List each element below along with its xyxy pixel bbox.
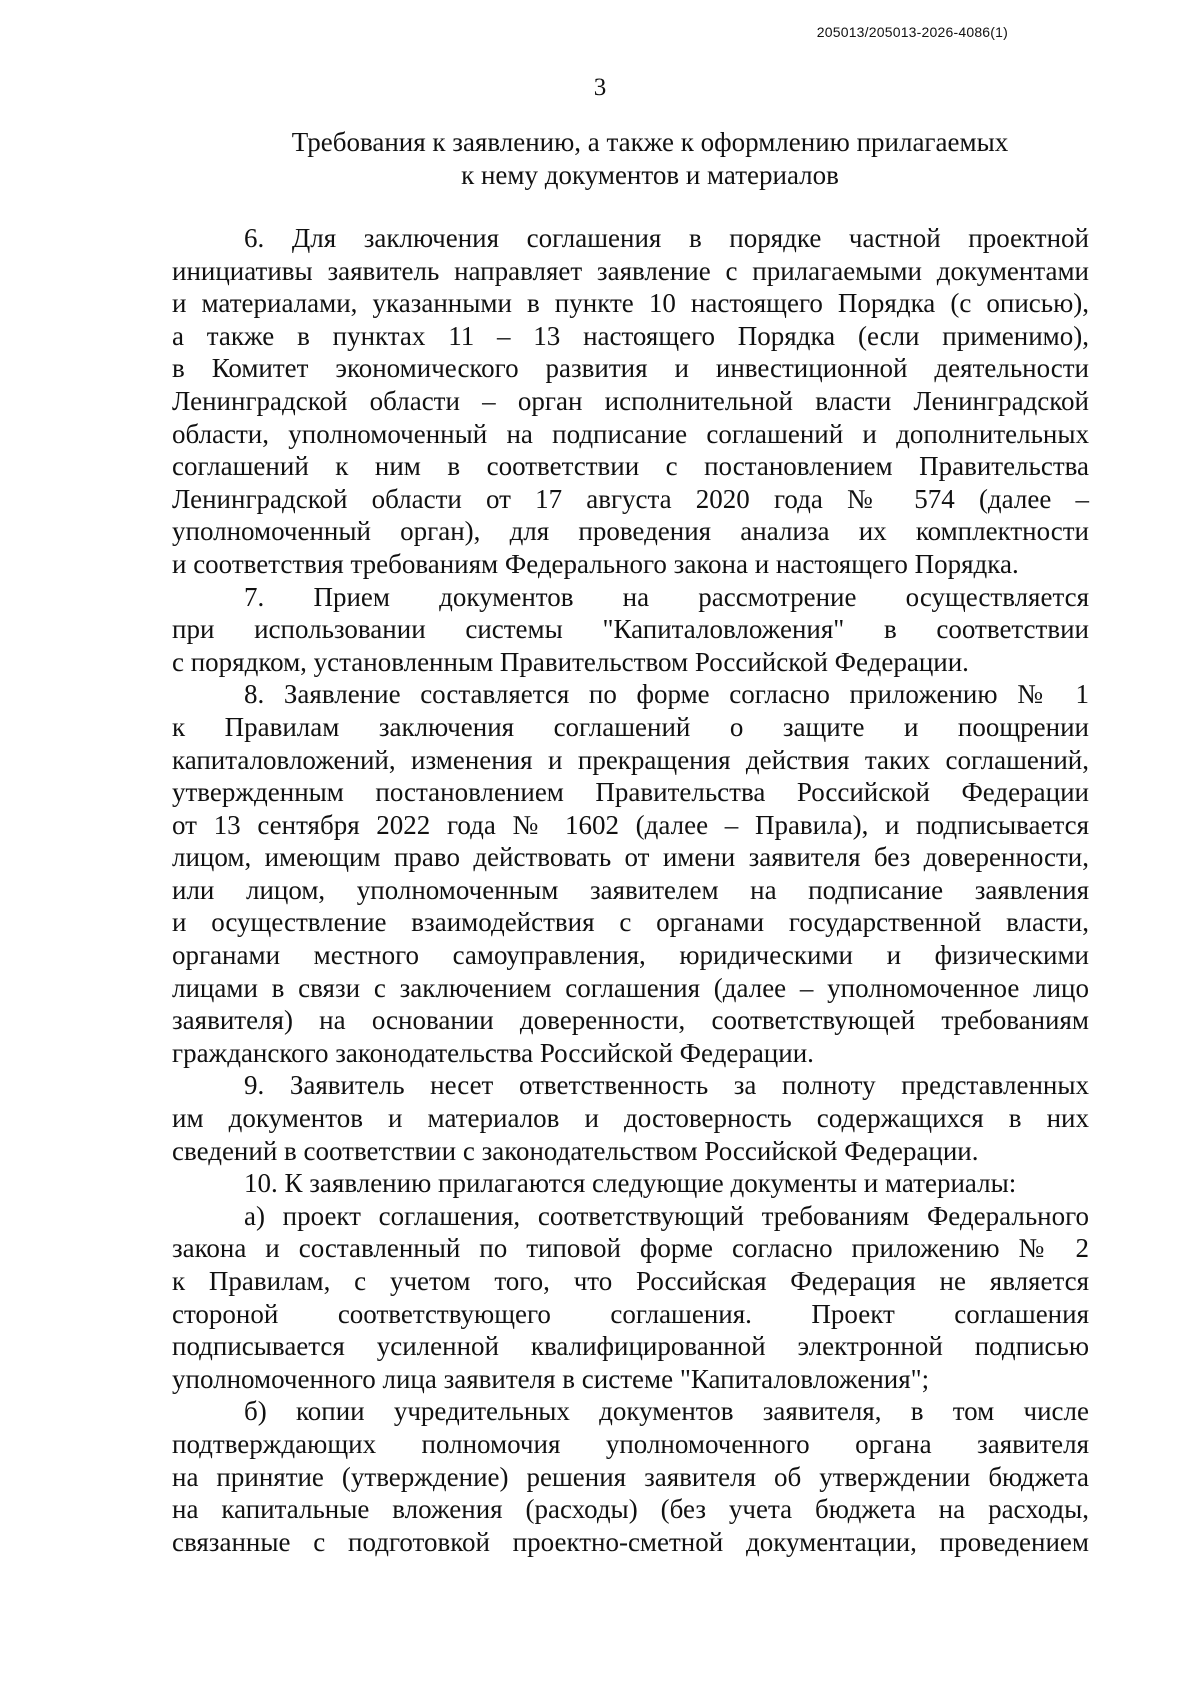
- paragraph-line: от 13 сентября 2022 года № 1602 (далее – Правила), и подписывается: [172, 809, 1089, 840]
- paragraph: [172, 1200, 1089, 1396]
- paragraph-line: сведений в соответствии с законодательством Российской Федерации.: [172, 1135, 979, 1166]
- section-heading-line: Требования к заявлению, а также к оформлению прилагаемых: [291, 127, 1009, 157]
- paragraph-line: гражданского законодательства Российской Федерации.: [172, 1037, 814, 1068]
- paragraph-line: 9. Заявитель несет ответственность за полноту представленных: [244, 1070, 1089, 1101]
- paragraph-line: а также в пунктах 11 – 13 настоящего Порядка (если применимо),: [172, 320, 1089, 351]
- section-heading-line: к нему документов и материалов: [461, 160, 839, 190]
- paragraph-line: в Комитет экономического развития и инвестиционной деятельности: [172, 353, 1089, 384]
- paragraph-line: соглашений к ним в соответствии с постановлением Правительства: [172, 451, 1089, 482]
- paragraph-line: подтверждающих полномочия уполномоченного органа заявителя: [172, 1428, 1089, 1459]
- paragraph-line: заявителя) на основании доверенности, соответствующей требованиям: [172, 1005, 1089, 1036]
- paragraph-line: подписывается усиленной квалифицированной электронной подписью: [172, 1331, 1089, 1362]
- paragraph-line: или лицом, уполномоченным заявителем на подписание заявления: [172, 874, 1089, 905]
- paragraph-line: области, уполномоченный на подписание соглашений и дополнительных: [172, 418, 1089, 449]
- paragraph-line: а) проект соглашения, соответствующий требованиям Федерального: [244, 1200, 1089, 1231]
- paragraph-line: 7. Прием документов на рассмотрение осуществляется: [244, 581, 1089, 612]
- paragraph: [172, 1167, 1089, 1200]
- document-id: 205013/205013-2026-4086(1): [816, 24, 1008, 40]
- paragraph: [172, 222, 1089, 581]
- paragraph-line: утвержденным постановлением Правительства Российской Федерации: [172, 777, 1089, 808]
- paragraph: [172, 1069, 1089, 1167]
- paragraph-line: 10. К заявлению прилагаются следующие документы и материалы:: [244, 1168, 1017, 1199]
- paragraph: [172, 1395, 1089, 1558]
- paragraph-line: уполномоченного лица заявителя в системе "Капиталовложения";: [172, 1363, 930, 1394]
- paragraph-line: и материалами, указанными в пункте 10 настоящего Порядка (с описью),: [172, 288, 1089, 319]
- paragraph-line: 8. Заявление составляется по форме согласно приложению № 1: [244, 679, 1089, 710]
- paragraph-line: лицом, имеющим право действовать от имени заявителя без доверенности,: [172, 842, 1089, 873]
- paragraph-line: на капитальные вложения (расходы) (без учета бюджета на расходы,: [172, 1494, 1089, 1525]
- paragraph: [172, 678, 1089, 1069]
- paragraph-line: б) копии учредительных документов заявителя, в том числе: [244, 1396, 1089, 1427]
- paragraph-line: на принятие (утверждение) решения заявителя об утверждении бюджета: [172, 1461, 1089, 1492]
- paragraph-line: уполномоченный орган), для проведения анализа их комплектности: [172, 516, 1089, 547]
- paragraph-line: с порядком, установленным Правительством Российской Федерации.: [172, 646, 969, 677]
- paragraph-line: при использовании системы "Капиталовложения" в соответствии: [172, 614, 1089, 645]
- paragraph-line: и осуществление взаимодействия с органами государственной власти,: [172, 907, 1089, 938]
- paragraph-line: и соответствия требованиям Федерального закона и настоящего Порядка.: [172, 548, 1019, 579]
- paragraph-line: им документов и материалов и достоверность содержащихся в них: [172, 1103, 1089, 1134]
- paragraph-line: 6. Для заключения соглашения в порядке частной проектной: [244, 223, 1089, 253]
- paragraph-line: органами местного самоуправления, юридическими и физическими: [172, 940, 1089, 971]
- paragraph-line: связанные с подготовкой проектно-сметной документации, проведением: [172, 1526, 1089, 1557]
- paragraph-line: к Правилам, с учетом того, что Российская Федерация не является: [172, 1266, 1089, 1296]
- paragraph-line: лицами в связи с заключением соглашения (далее – уполномоченное лицо: [172, 972, 1089, 1003]
- paragraph-line: закона и составленный по типовой форме согласно приложению № 2: [172, 1233, 1089, 1264]
- paragraph-line: инициативы заявитель направляет заявление с прилагаемыми документами: [172, 255, 1089, 286]
- paragraph-line: Ленинградской области – орган исполнительной власти Ленинградской: [172, 385, 1089, 416]
- section-heading: [260, 126, 1040, 192]
- paragraph-line: стороной соответствующего соглашения. Проект соглашения: [172, 1298, 1089, 1329]
- page-number: 3: [593, 74, 607, 101]
- paragraph-line: к Правилам заключения соглашений о защите и поощрении: [172, 711, 1089, 742]
- paragraph: [172, 581, 1089, 679]
- document-body: [172, 222, 1089, 1558]
- paragraph-line: капиталовложений, изменения и прекращения действия таких соглашений,: [172, 744, 1089, 775]
- paragraph-line: Ленинградской области от 17 августа 2020 года № 574 (далее –: [172, 483, 1089, 514]
